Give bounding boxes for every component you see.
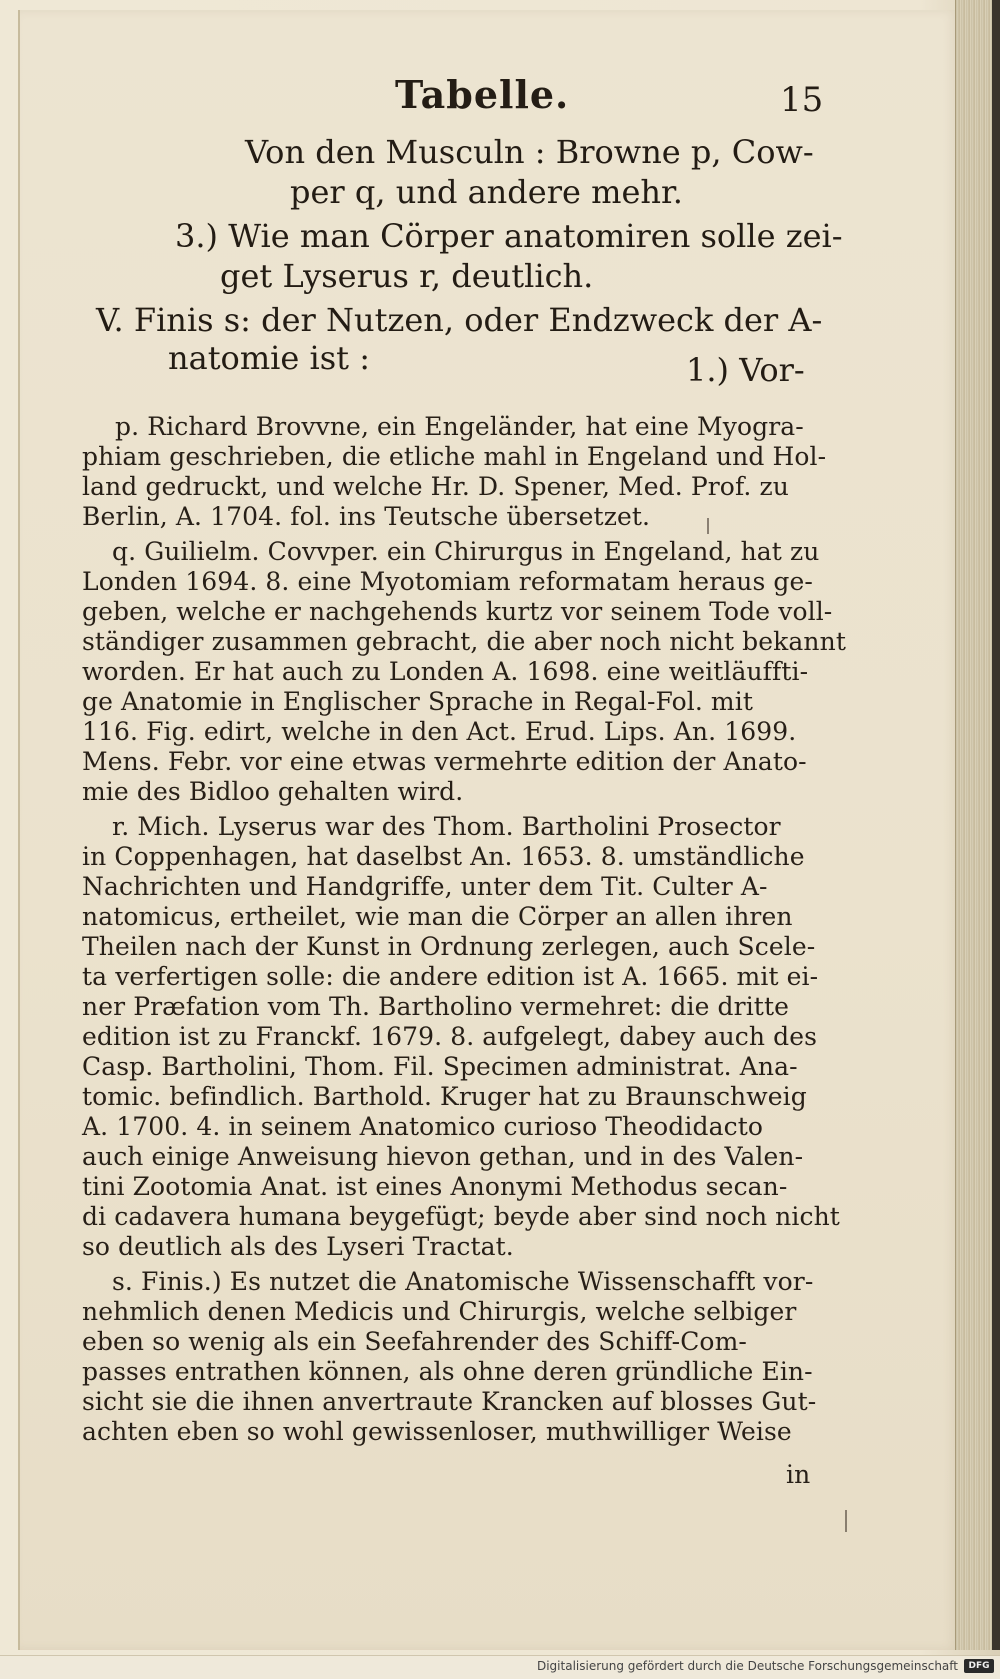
footnote-line-19: ta verfertigen solle: die andere edition ist A. 1665. mit ei- bbox=[82, 962, 819, 991]
footnote-line-23: tomic. befindlich. Barthold. Kruger hat zu Braunschweig bbox=[82, 1082, 807, 1111]
footnote-line-6: Londen 1694. 8. eine Myotomiam reformatam heraus ge- bbox=[82, 567, 813, 596]
footnote-line-2: phiam geschrieben, die etliche mahl in Engeland und Hol- bbox=[82, 442, 827, 471]
main-line-6: natomie ist : bbox=[168, 339, 370, 377]
scan-border bbox=[992, 0, 1000, 1650]
footnote-line-27: di cadavera humana beygefügt; beyde aber sind noch nicht bbox=[82, 1202, 840, 1231]
page-number: 15 bbox=[780, 80, 824, 120]
footnote-line-21: edition ist zu Franckf. 1679. 8. aufgelegt, dabey auch des bbox=[82, 1022, 818, 1051]
footnote-line-26: tini Zootomia Anat. ist eines Anonymi Methodus secan- bbox=[82, 1172, 788, 1201]
footnote-line-32: passes entrathen können, als ohne deren gründliche Ein- bbox=[82, 1357, 813, 1386]
footnote-line-15: in Coppenhagen, hat daselbst An. 1653. 8. umständliche bbox=[82, 842, 805, 871]
footnote-line-1: p. Richard Brovvne, ein Engeländer, hat eine Myogra- bbox=[115, 412, 804, 441]
footnote-line-9: worden. Er hat auch zu Londen A. 1698. eine weitläuffti- bbox=[82, 657, 809, 686]
footnote-line-3: land gedruckt, und welche Hr. D. Spener, Med. Prof. zu bbox=[82, 472, 789, 501]
digitization-credit: Digitalisierung gefördert durch die Deutsche Forschungsgemeinschaft bbox=[536, 1659, 958, 1673]
main-line-7: 1.) Vor- bbox=[686, 351, 805, 389]
footnote-line-24: A. 1700. 4. in seinem Anatomico curioso Theodidacto bbox=[82, 1112, 763, 1141]
main-line-5: V. Finis s: der Nutzen, oder Endzweck der A- bbox=[96, 301, 823, 339]
ink-fleck bbox=[707, 518, 709, 534]
main-line-1: Von den Musculn : Browne p, Cow- bbox=[245, 133, 814, 171]
footnote-line-20: ner Præfation vom Th. Bartholino vermehret: die dritte bbox=[82, 992, 789, 1021]
running-head: Tabelle. bbox=[395, 72, 570, 117]
footnote-line-7: geben, welche er nachgehends kurtz vor seinem Tode voll- bbox=[82, 597, 833, 626]
footnote-line-14: r. Mich. Lyserus war des Thom. Bartholini Prosector bbox=[112, 812, 781, 841]
footnote-line-5: q. Guilielm. Covvper. ein Chirurgus in Engeland, hat zu bbox=[112, 537, 820, 566]
footnote-line-29: s. Finis.) Es nutzet die Anatomische Wissenschafft vor- bbox=[112, 1267, 814, 1296]
main-line-4: get Lyserus r, deutlich. bbox=[220, 257, 594, 295]
footnote-line-11: 116. Fig. edirt, welche in den Act. Erud. Lips. An. 1699. bbox=[82, 717, 797, 746]
main-line-2: per q, und andere mehr. bbox=[290, 173, 683, 211]
footnote-line-34: achten eben so wohl gewissenloser, muthwilliger Weise bbox=[82, 1417, 792, 1446]
footnote-line-18: Theilen nach der Kunst in Ordnung zerlegen, auch Scele- bbox=[82, 932, 816, 961]
ink-fleck bbox=[845, 1510, 847, 1532]
footnote-line-8: ständiger zusammen gebracht, die aber noch nicht bekannt bbox=[82, 627, 846, 656]
footnote-line-17: natomicus, ertheilet, wie man die Cörper an allen ihren bbox=[82, 902, 793, 931]
main-line-3: 3.) Wie man Cörper anatomiren solle zei- bbox=[175, 217, 843, 255]
footnote-line-25: auch einige Anweisung hievon gethan, und in des Valen- bbox=[82, 1142, 804, 1171]
footnote-line-12: Mens. Febr. vor eine etwas vermehrte edition der Anato- bbox=[82, 747, 807, 776]
footnote-line-16: Nachrichten und Handgriffe, unter dem Tit. Culter A- bbox=[82, 872, 768, 901]
catchword: in bbox=[786, 1460, 811, 1489]
footnote-line-33: sicht sie die ihnen anvertraute Krancken auf blosses Gut- bbox=[82, 1387, 817, 1416]
footnote-line-22: Casp. Bartholini, Thom. Fil. Specimen administrat. Ana- bbox=[82, 1052, 798, 1081]
page-edge-stack bbox=[955, 0, 992, 1650]
footnote-line-4: Berlin, A. 1704. fol. ins Teutsche übersetzet. bbox=[82, 502, 651, 531]
footnote-line-28: so deutlich als des Lyseri Tractat. bbox=[82, 1232, 514, 1261]
footnote-line-30: nehmlich denen Medicis und Chirurgis, welche selbiger bbox=[82, 1297, 797, 1326]
dfg-logo-icon: DFG bbox=[964, 1659, 994, 1673]
footnote-line-13: mie des Bidloo gehalten wird. bbox=[82, 777, 464, 806]
footnote-line-31: eben so wenig als ein Seefahrender des Schiff-Com- bbox=[82, 1327, 747, 1356]
footnote-line-10: ge Anatomie in Englischer Sprache in Regal-Fol. mit bbox=[82, 687, 753, 716]
